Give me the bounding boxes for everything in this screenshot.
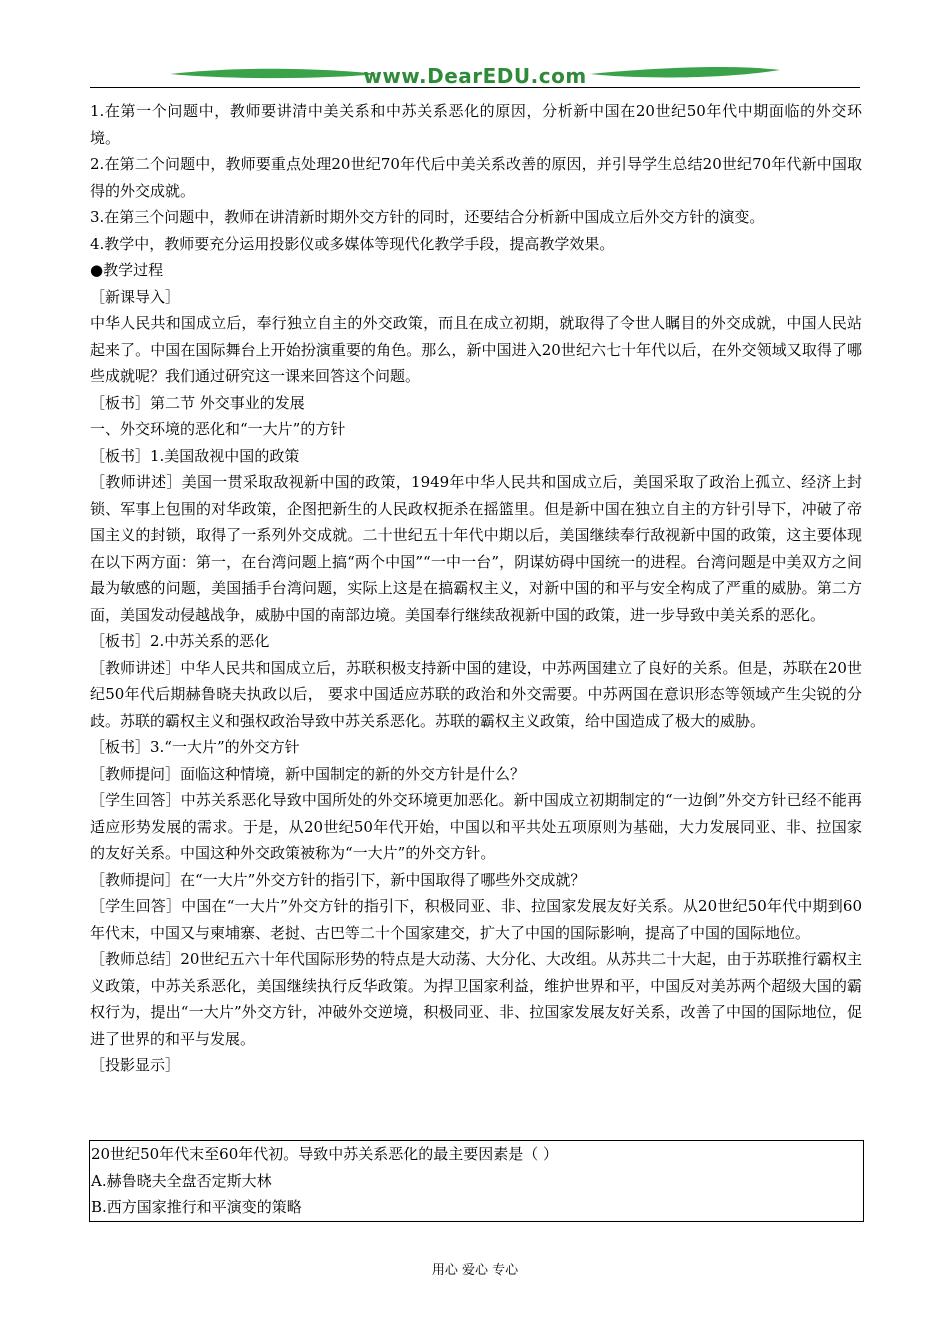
teacher-narration-1: ［教师讲述］美国一贯采取敌视新中国的政策，1949年中华人民共和国成立后，美国采取了政治上孤立、经济上封锁、军事上包围的对华政策，企图把新生的人民政权扼杀在摇篮里。但是新中国在独立自主的方针引导下，冲破了帝国主义的封锁，取得了一系列外交成就。二十世纪五十年代中期以后，美国继续奉行敌视新中国的政策，这主要体现在以下两方面：第一，在台湾问题上搞“两个中国”“一中一台”，阴谋妨碍中国统一的进程。台湾问题是中美双方之间最为敏感的问题，美国插手台湾问题，实际上这是在搞霸权主义，对新中国的和平与安全构成了严重的威胁。第二方面，美国发动侵越战争，威胁中国的南部边境。美国奉行继续敌视新中国的政策，进一步导致中美关系的恶化。 <box>90 473 862 624</box>
site-header <box>90 60 860 90</box>
label-new-lesson-intro: ［新课导入］ <box>90 287 181 306</box>
paragraph-4: 4.教学中，教师要充分运用投影仪或多媒体等现代化教学手段，提高教学效果。 <box>90 234 615 253</box>
question-text: 20世纪50年代末至60年代初。导致中苏关系恶化的最主要因素是（ ） <box>91 1145 559 1163</box>
blackboard-3: ［板书］3.“一大片”的外交方针 <box>90 738 300 756</box>
teacher-summary: ［教师总结］20世纪五六十年代国际形势的特点是大动荡、大分化、大改组。从苏共二十大起，由于苏联推行霸权主义政策，中苏关系恶化，美国继续执行反华政策。为捍卫国家利益，维护世界和平，中国反对美苏两个超级大国的霸权行为，提出“一大片”外交方针，冲破外交逆境，积极同亚、非、拉国家发展友好关系，改善了中国的国际地位，促进了世界的和平与发展。 <box>90 950 862 1048</box>
teacher-narration-2: ［教师讲述］中华人民共和国成立后，苏联积极支持新中国的建设，中苏两国建立了良好的关系。但是，苏联在20世纪50年代后期赫鲁晓夫执政以后， 要求中国适应苏联的政治和外交需要。中苏两国在意识形态等领域产生尖锐的分歧。苏联的霸权主义和强权政治导致中苏关系恶化。苏联的霸权主义政策，给中国造成了极大的威胁。 <box>90 658 862 730</box>
section-heading-teaching-process: ●教学过程 <box>90 261 164 279</box>
label-projection: ［投影显示］ <box>90 1056 181 1074</box>
blackboard-title: ［板书］第二节 外交事业的发展 <box>90 393 305 412</box>
site-url-logo[interactable]: www.DearEDU.com <box>363 64 587 88</box>
blackboard-2: ［板书］2.中苏关系的恶化 <box>90 632 270 650</box>
page-footer: 用心 爱心 专心 <box>431 1263 519 1278</box>
section-heading-1: 一、外交环境的恶化和“一大片”的方针 <box>90 420 346 438</box>
projection-question-box <box>89 1140 864 1222</box>
paragraph-intro: 中华人民共和国成立后，奉行独立自主的外交政策，而且在成立初期，就取得了令世人瞩目的外交成就，中国人民站起来了。中国在国际舞台上开始扮演重要的角色。那么，新中国进入20世纪六七十年代以后，在外交领域又取得了哪些成就呢？我们通过研究这一课来回答这个问题。 <box>90 314 862 385</box>
paragraph-1: 1.在第一个问题中，教师要讲清中美关系和中苏关系恶化的原因，分析新中国在20世纪50年代中期面临的外交环境。 <box>90 102 862 147</box>
blackboard-1: ［板书］1.美国敌视中国的政策 <box>90 446 300 465</box>
option-b: B.西方国家推行和平演变的策略 <box>91 1198 302 1216</box>
paragraph-2: 2.在第二个问题中，教师要重点处理20世纪70年代后中美关系改善的原因，并引导学生总结20世纪70年代新中国取得的外交成就。 <box>90 155 862 200</box>
teacher-question-1: ［教师提问］面临这种情境，新中国制定的新的外交方针是什么？ <box>90 764 526 783</box>
document-body <box>90 98 862 1079</box>
student-answer-1: ［学生回答］中苏关系恶化导致中国所处的外交环境更加恶化。新中国成立初期制定的“一边倒”外交方针已经不能再适应形势发展的需求。于是，从20世纪50年代开始，中国以和平共处五项原则为基础，大力发展同亚、非、拉国家的友好关系。中国这种外交政策被称为“一大片”的外交方针。 <box>90 791 862 862</box>
option-a: A.赫鲁晓夫全盘否定斯大林 <box>91 1171 272 1190</box>
student-answer-2: ［学生回答］中国在“一大片”外交方针的指引下，积极同亚、非、拉国家发展友好关系。从20世纪50年代中期到60年代末，中国又与柬埔寨、老挝、古巴等二十个国家建交，扩大了中国的国际影响，提高了中国的国际地位。 <box>90 897 862 942</box>
header-divider <box>90 87 860 88</box>
teacher-question-2: ［教师提问］在“一大片”外交方针的指引下，新中国取得了哪些外交成就？ <box>90 870 586 889</box>
paragraph-3: 3.在第三个问题中，教师在讲清新时期外交方针的同时，还要结合分析新中国成立后外交方针的演变。 <box>90 208 765 226</box>
